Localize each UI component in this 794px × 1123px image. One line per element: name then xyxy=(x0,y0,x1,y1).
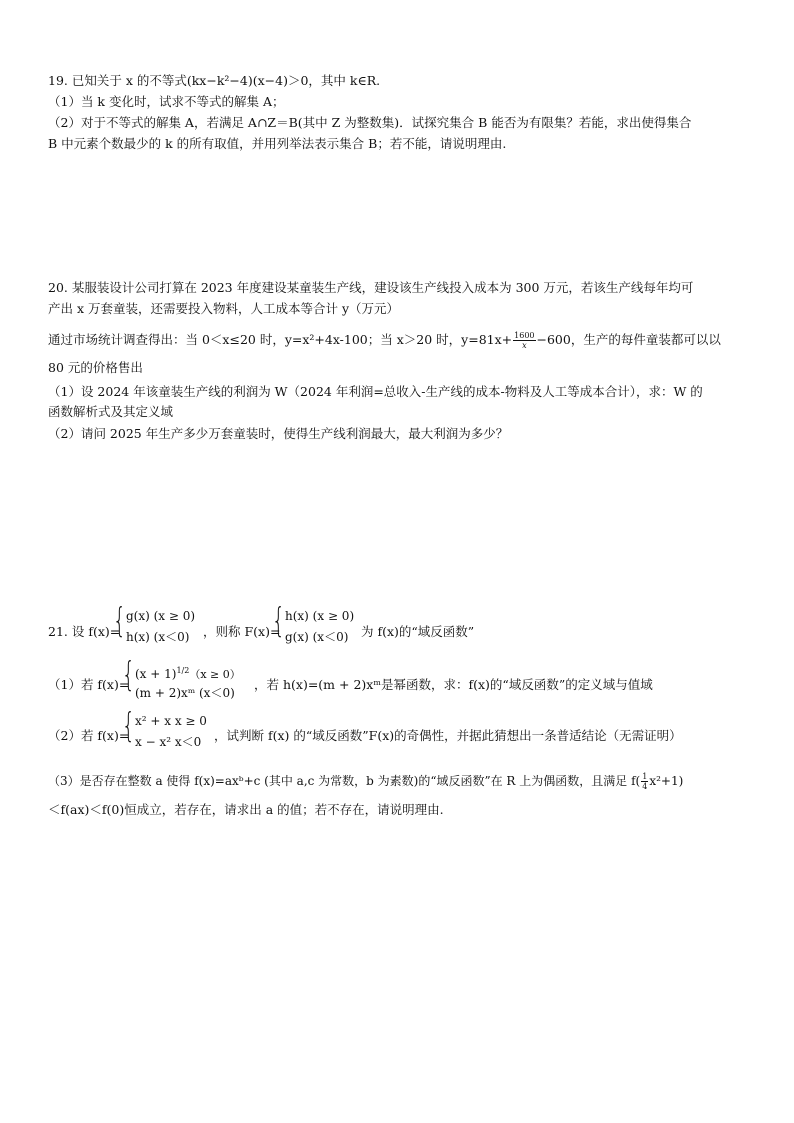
q21-part1-top-exp: 1/2 xyxy=(176,666,190,675)
q21-part3-fraction xyxy=(641,772,648,791)
q21-case2-top: h(x) (x ≥ 0) xyxy=(285,609,355,623)
q20-line3-end: −600，生产的每件童装都可以以 xyxy=(536,332,721,347)
q20-line3 xyxy=(48,331,721,350)
q21-part1-bottom: (m + 2)xᵐ (x＜0) xyxy=(135,686,235,700)
q20-frac-den: x xyxy=(522,341,527,350)
q21-part3-line1-tail: x²+1) xyxy=(649,774,684,788)
q20-line2: 产出 x 万套童装，还需要投入物料，人工成本等合计 y（万元） xyxy=(48,301,400,316)
q21-part3-frac-num: 1 xyxy=(642,772,648,781)
q20-fraction xyxy=(513,331,535,350)
q21-brace-2: { xyxy=(272,601,285,641)
q21-part2-brace: { xyxy=(122,706,135,746)
q21-part3-line1 xyxy=(48,772,683,791)
q20-line1: 20. 某服装设计公司打算在 2023 年度建设某童装生产线，建设该生产线投入成本为 300 万元，若该生产线每年均可 xyxy=(48,280,694,295)
q21-part3-line2: ＜f(ax)＜f(0)恒成立，若存在，请求出 a 的值；若不存在，请说明理由. xyxy=(48,802,444,817)
q21-stem-a: 21. 设 f(x)= xyxy=(48,624,121,639)
q21-part2-top: x² + x x ≥ 0 xyxy=(135,714,207,728)
q21-part2-a: （2）若 f(x)= xyxy=(48,728,130,743)
q21-part3-frac-den: 4 xyxy=(642,782,648,791)
q20-part1-line2: 函数解析式及其定义域 xyxy=(48,404,174,419)
q21-stem-c: 为 f(x)的“域反函数” xyxy=(361,624,475,639)
q19-part1: （1）当 k 变化时，试求不等式的解集 A； xyxy=(48,94,285,109)
q21-part1-top-cond: （x ≥ 0） xyxy=(189,668,241,681)
q20-line3-start: 通过市场统计调查得出：当 0＜x≤20 时，y=x²+4x-100；当 x＞20 时，y=81x+ xyxy=(48,332,513,347)
q21-part1-top-base: (x + 1) xyxy=(135,667,177,681)
q21-part1-b: ，若 h(x)=(m + 2)xᵐ是幂函数，求：f(x)的“域反函数”的定义域与值域 xyxy=(254,677,653,692)
q21-case1-top: g(x) (x ≥ 0) xyxy=(126,609,196,623)
q21-part1-a: （1）若 f(x)= xyxy=(48,677,130,692)
q20-frac-num: 1600 xyxy=(514,331,535,340)
q21-part3-line1-text: （3）是否存在整数 a 使得 f(x)=axᵇ+c (其中 a,c 为常数，b 为素数)的“域反函数”在 R 上为偶函数，且满足 f( xyxy=(48,774,641,788)
q21-stem-b: ，则称 F(x)= xyxy=(203,624,281,639)
q20-line4: 80 元的价格售出 xyxy=(48,360,143,375)
q21-case1-bottom: h(x) (x＜0) xyxy=(126,630,190,644)
q19-stem: 19. 已知关于 x 的不等式(kx−k²−4)(x−4)＞0，其中 k∈R. xyxy=(48,73,381,88)
q19-part2-line1: （2）对于不等式的解集 A，若满足 A∩Z＝B(其中 Z 为整数集)．试探究集合 B 能否为有限集？若能，求出使得集合 xyxy=(48,115,692,130)
q19-part2-line2: B 中元素个数最少的 k 的所有取值，并用列举法表示集合 B；若不能，请说明理由. xyxy=(48,136,507,151)
q21-case2-bottom: g(x) (x＜0) xyxy=(285,630,349,644)
q20-part2: （2）请问 2025 年生产多少万套童装时，使得生产线利润最大，最大利润为多少？ xyxy=(48,426,509,441)
q21-brace-1: { xyxy=(113,601,126,641)
q21-part1-brace: { xyxy=(122,655,135,695)
q21-part2-bottom: x − x² x＜0 xyxy=(135,735,202,749)
q20-part1-line1: （1）设 2024 年该童装生产线的利润为 W（2024 年利润=总收入-生产线的成本-物料及人工等成本合计），求：W 的 xyxy=(48,384,703,399)
q21-part1-top xyxy=(135,663,241,682)
q21-part2-b: ，试判断 f(x) 的“域反函数”F(x)的奇偶性，并据此猜想出一条普适结论（无需证明） xyxy=(214,728,682,743)
